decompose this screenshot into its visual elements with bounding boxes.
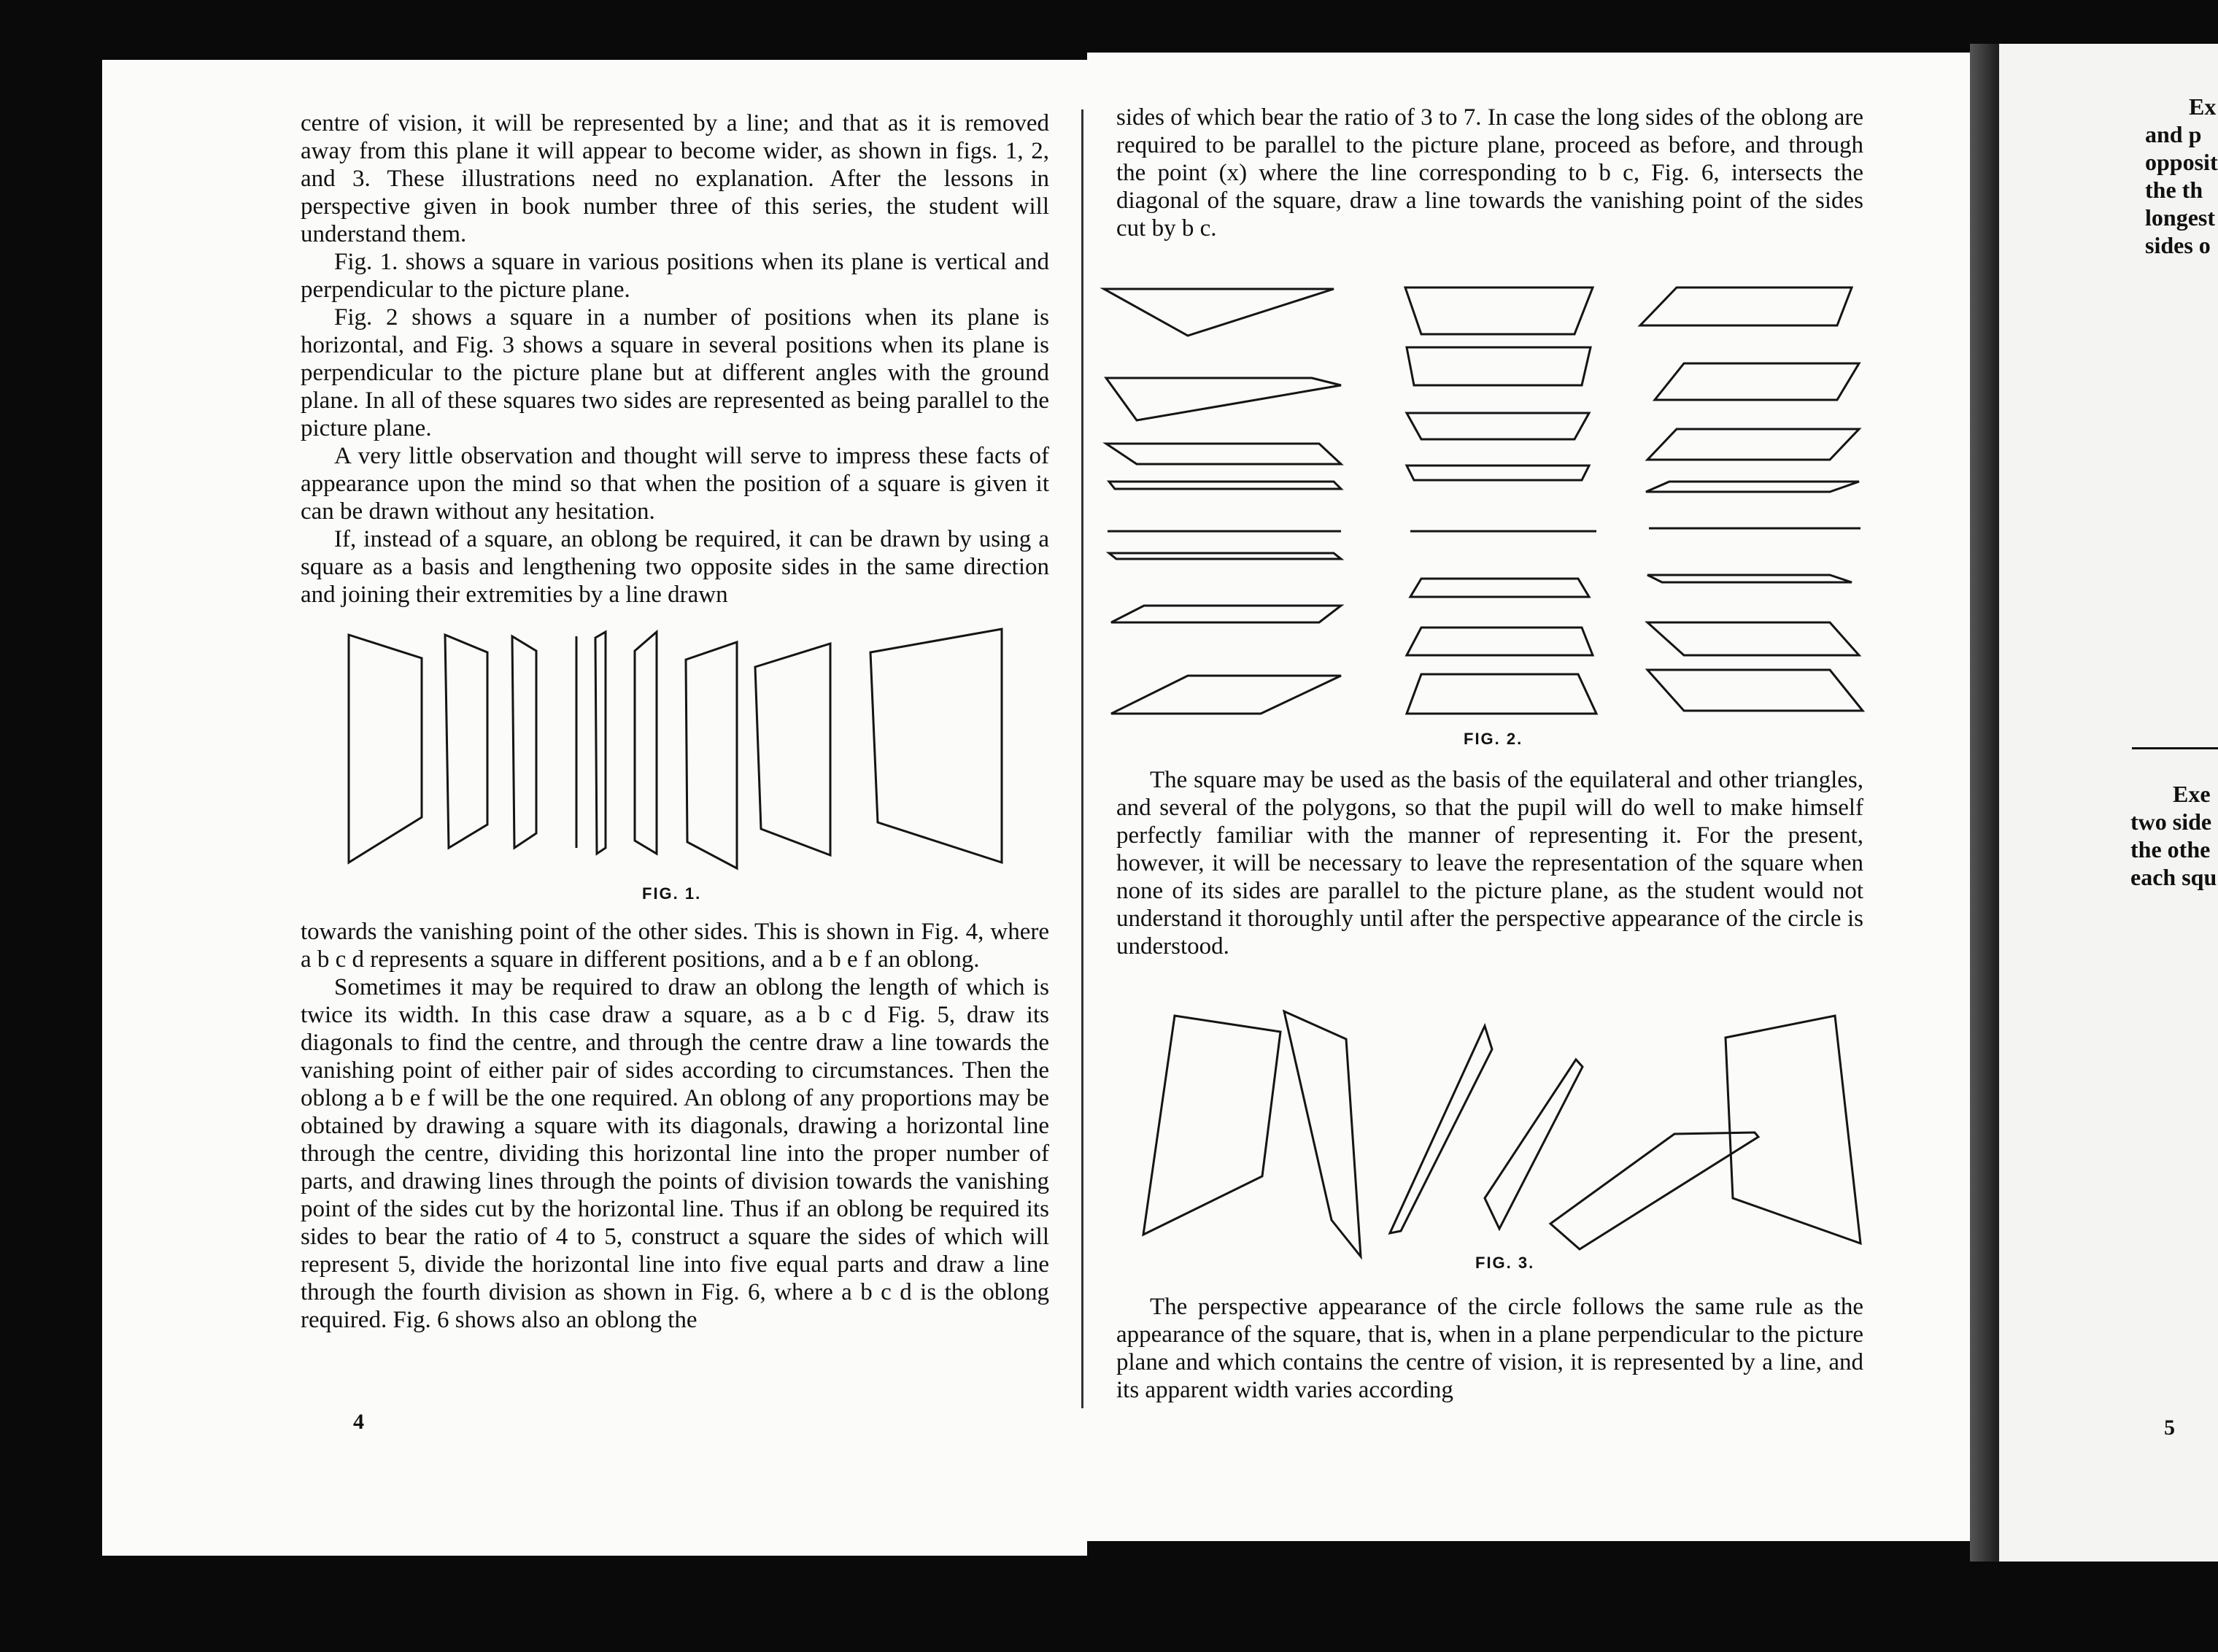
fig3-square-1 (1143, 1016, 1280, 1235)
next-page-rule (2132, 747, 2218, 749)
fig3-square-5 (1550, 1132, 1758, 1249)
fig2-col3-square-7 (1647, 670, 1863, 711)
fig3-caption: FIG. 3. (1475, 1254, 1535, 1272)
fig1-square-2 (445, 635, 487, 848)
fig2-col1-square-1 (1104, 289, 1334, 336)
fig2-col3-square-5 (1647, 575, 1852, 582)
paragraph-fig5-fig6: Sometimes it may be required to draw an oblong the length of which is twice its width. In this case draw a square, as a b c d Fig. 5, draw its diagonals to find the centre, and through the centre draw a line towards the vanishing point of either pair of sides according to circumstances. Then the oblong a b e f will be the one required. An oblong of any proportions may be obtained by drawing a square with its diagonals, drawing a horizontal line through the centre, dividing this horizontal line into the proper number of parts, and drawing lines through the points of division towards the vanishing point of the sides cut by the horizontal line. Thus if an oblong be required its sides to bear the ratio of 4 to 5, construct a square the sides of which will represent 5, divide the horizontal line into five equal parts and draw a line through the fourth division as shown in Fig. 6, where a b c d is the oblong required. Fig. 6 shows also an oblong the (301, 974, 1049, 1333)
page-number-right: 5 (2164, 1416, 2175, 1440)
fragment-line: sides o (2145, 232, 2211, 258)
fig1-caption: FIG. 1. (642, 884, 702, 903)
paragraph-intro: centre of vision, it will be represented by a line; and that as it is removed away from this plane it will appear to become wider, as shown in figs. 1, 2, and 3. These illustrations need no explanation. After the lessons in perspective given in book number three of this series, the student will understand them. (301, 110, 1049, 247)
paragraph-circle: The perspective appearance of the circle follows the same rule as the appearance of the square, that is, when in a plane perpendicular to the picture plane and which contains the centre of vision, it is represented by a line, and its apparent width varies according (1116, 1294, 1863, 1403)
fig2-col1-square-5 (1109, 553, 1341, 559)
fig2-col2-square-4 (1407, 466, 1589, 480)
fig1-square-1 (349, 635, 422, 862)
fig2-col3-square-6 (1647, 622, 1859, 655)
paragraph-ratio: sides of which bear the ratio of 3 to 7. In case the long sides of the oblong are required to be parallel to the picture plane, proceed as before, and through the point (x) where the line corresponding to b c, Fig. 6, intersects the diagonal of the square, draw a line towards the vanishing point of the sides cut by b c. (1116, 104, 1863, 242)
right-page-text-top (1116, 104, 1863, 242)
fig1-square-7 (755, 644, 830, 855)
paragraph-polygons: The square may be used as the basis of the equilateral and other triangles, and several of the polygons, so that the pupil will do well to make himself perfectly familiar with the manner of representing it. For the present, however, it will be necessary to leave the representation of the square when none of its sides are parallel to the picture plane, as the student would not understand it thoroughly until after the perspective appearance of the circle is understood. (1116, 767, 1863, 960)
fragment-line: and p (2145, 121, 2202, 147)
right-page-text-bottom (1116, 1293, 1863, 1404)
fig2-col1-square-3 (1106, 444, 1341, 464)
fragment-line: two side (2130, 808, 2212, 835)
paragraph-observation: A very little observation and thought will serve to impress these facts of appearance upon the mind so that when the position of a square is given it can be drawn without any hesitation. (301, 443, 1049, 525)
page-number-left: 4 (353, 1410, 364, 1434)
fig2-col2-square-6 (1407, 628, 1593, 655)
left-page-text-bottom (301, 918, 1049, 1334)
fig3-square-3 (1390, 1026, 1492, 1233)
fig3-square-2 (1284, 1011, 1361, 1257)
figure-1-squares-vertical (336, 622, 1080, 870)
paragraph-oblong: If, instead of a square, an oblong be required, it can be drawn by using a square as a basis and lengthening two opposite sides in the same direction and joining their extremities by a line drawn (301, 526, 1049, 608)
fragment-line: Ex (2189, 93, 2217, 120)
fig1-square-6 (686, 642, 737, 868)
fig2-col2-square-7 (1407, 674, 1596, 714)
fig1-square-4 (595, 632, 606, 854)
fig1-square-3 (512, 636, 536, 848)
fig2-col3-square-4 (1646, 482, 1859, 492)
paragraph-fig4: towards the vanishing point of the other sides. This is shown in Fig. 4, where a b c d represents a square in different positions, and a b e f an oblong. (301, 919, 1049, 973)
left-page-text-top (301, 109, 1049, 609)
fragment-line: the othe (2130, 836, 2211, 862)
fig2-col1-square-4 (1109, 482, 1341, 489)
figure-3-squares-inclined (1135, 1008, 1864, 1278)
fig3-square-6 (1726, 1016, 1860, 1243)
fig2-col3-square-1 (1640, 287, 1852, 325)
column-gutter-rule (1081, 109, 1083, 1408)
fig2-col1-square-2 (1106, 378, 1341, 420)
fig2-col1-square-6 (1111, 606, 1341, 622)
fig2-col2-square-2 (1407, 347, 1591, 385)
fig1-square-8 (870, 629, 1002, 862)
fragment-line: each squ (2130, 864, 2217, 890)
fig2-col1-square-7 (1111, 676, 1341, 714)
fig2-col2-square-1 (1405, 287, 1593, 334)
paragraph-fig2-fig3: Fig. 2 shows a square in a number of positions when its plane is horizontal, and Fig. 3 shows a square in several positions when its plane is perpendicular to the picture plane but at different angles with the ground plane. In all of these squares two sides are represented as being parallel to the picture plane. (301, 304, 1049, 441)
fig2-col3-square-2 (1655, 363, 1859, 400)
fragment-line: Exe (2173, 781, 2211, 807)
fig2-caption: FIG. 2. (1464, 730, 1523, 748)
fig2-col2-square-3 (1407, 413, 1589, 439)
right-page-text-mid (1116, 766, 1863, 960)
fig2-col3-square-3 (1647, 429, 1859, 460)
fig3-square-4 (1485, 1059, 1583, 1229)
fragment-line: opposit (2145, 149, 2218, 175)
fig1-square-5 (635, 632, 657, 854)
fragment-line: longest (2145, 204, 2215, 231)
paragraph-fig1: Fig. 1. shows a square in various positions when its plane is vertical and perpendicular to the picture plane. (301, 249, 1049, 303)
figure-2-squares-horizontal (1100, 276, 1874, 728)
fragment-line: the th (2145, 177, 2203, 203)
fig2-col2-square-5 (1410, 579, 1589, 597)
